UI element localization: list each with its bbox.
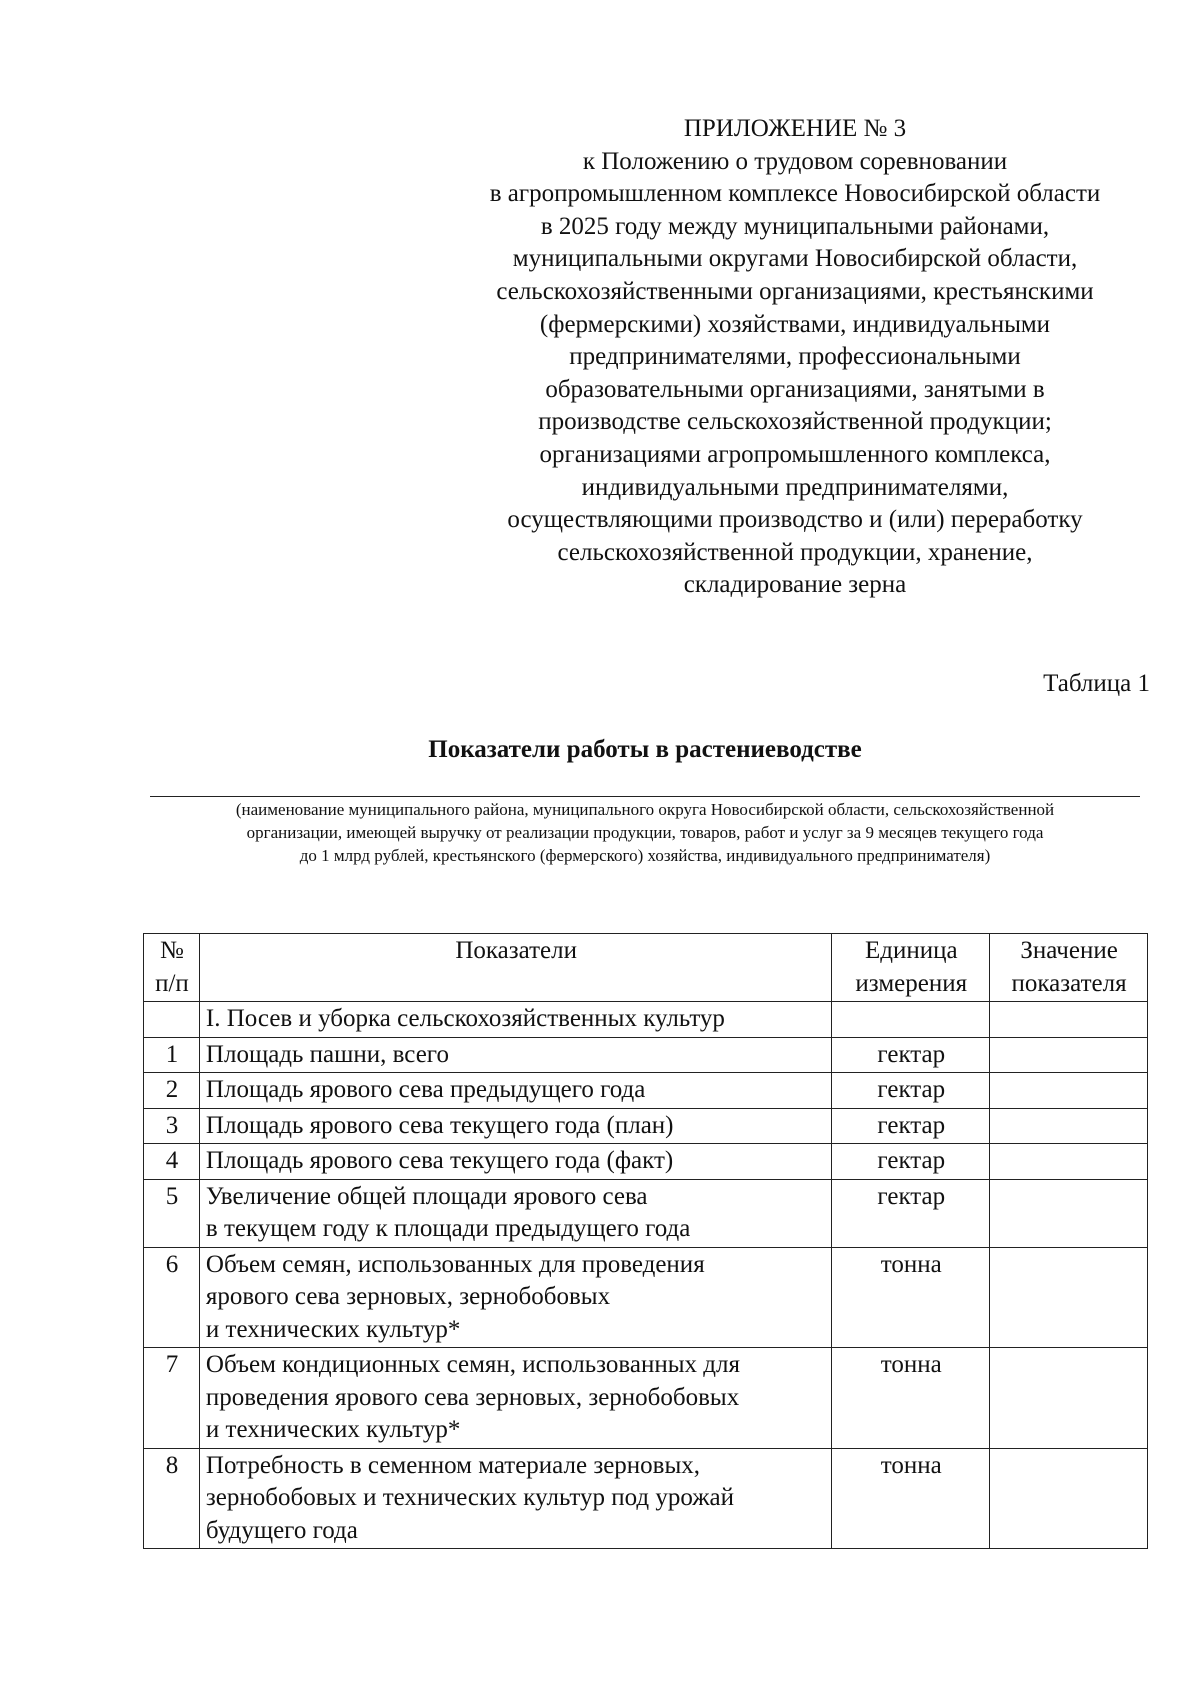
annex-line: организациями агропромышленного комплекса, [539,440,1051,468]
row-indicator: Площадь ярового сева предыдущего года [199,1073,831,1109]
row-value [990,1179,1148,1247]
row-number: 4 [144,1144,200,1180]
header-unit: Единица измерения [832,934,990,1002]
table-row [144,1348,1148,1449]
annex-line: складирование зерна [683,571,907,599]
row-value [990,1108,1148,1144]
annex-line: сельскохозяйственной продукции, хранение, [557,538,1033,566]
annex-line: в 2025 году между муниципальными районами, [540,212,1050,240]
annex-line: индивидуальными предпринимателями, [581,473,1009,501]
annex-line: предпринимателями, профессиональными [569,343,1021,371]
annex-line: муниципальными округами Новосибирской области, [512,245,1078,273]
row-value [990,1348,1148,1449]
fill-in-caption [150,798,1140,867]
caption-line: организации, имеющей выручку от реализации продукции, товаров, работ и услуг за 9 месяцев текущего года [246,823,1044,842]
annex-line: ПРИЛОЖЕНИЕ № 3 [683,115,907,142]
row-indicator: Объем семян, использованных для проведения ярового сева зерновых, зернобобовых и технических культур* [199,1247,831,1348]
caption-line: (наименование муниципального района, муниципального округа Новосибирской области, сельскохозяйственной [235,800,1055,819]
row-indicator: Площадь пашни, всего [199,1037,831,1073]
annex-line: сельскохозяйственными организациями, крестьянскими [496,277,1094,305]
row-unit: гектар [832,1073,990,1109]
table-row [144,1037,1148,1073]
annex-line: образовательными организациями, занятыми в [545,375,1045,403]
annex-line: осуществляющими производство и (или) переработку [507,506,1083,534]
annex-line: производстве сельскохозяйственной продукции; [538,408,1052,436]
document-title: Показатели работы в растениеводстве [428,736,862,763]
header-value: Значение показателя [990,934,1148,1002]
row-value [990,1448,1148,1549]
row-unit: гектар [832,1179,990,1247]
caption-line: до 1 млрд рублей, крестьянского (фермерского) хозяйства, индивидуального предпринимателя) [299,846,991,865]
header-indicators: Показатели [199,934,831,1002]
table-row [144,1179,1148,1247]
fill-in-line [150,796,1140,797]
annex-line: к Положению о трудовом соревновании [582,147,1008,175]
row-number: 8 [144,1448,200,1549]
table-row [144,1144,1148,1180]
row-number: 3 [144,1108,200,1144]
row-unit: гектар [832,1144,990,1180]
row-number: 5 [144,1179,200,1247]
row-indicator: Увеличение общей площади ярового сева в текущем году к площади предыдущего года [199,1179,831,1247]
row-indicator: Потребность в семенном материале зерновых, зернобобовых и технических культур под урожай будущего года [199,1448,831,1549]
row-number: 2 [144,1073,200,1109]
row-indicator: Площадь ярового сева текущего года (факт) [199,1144,831,1180]
table-row [144,1448,1148,1549]
row-unit: гектар [832,1108,990,1144]
row-unit: тонна [832,1348,990,1449]
table-label: Таблица 1 [1043,670,1150,697]
row-unit: тонна [832,1247,990,1348]
table-row [144,1108,1148,1144]
row-number: 6 [144,1247,200,1348]
section-row [144,1002,1148,1038]
row-value [990,1037,1148,1073]
table-row [144,1073,1148,1109]
indicators-table [143,933,1148,1549]
row-value [990,1073,1148,1109]
row-number: 7 [144,1348,200,1449]
row-value [990,1247,1148,1348]
row-unit: тонна [832,1448,990,1549]
table-header-row [144,934,1148,1002]
row-indicator: Объем кондиционных семян, использованных для проведения ярового сева зерновых, зернобобовых и технических культур* [199,1348,831,1449]
annex-header [440,113,1150,602]
row-unit: гектар [832,1037,990,1073]
annex-line: в агропромышленном комплексе Новосибирской области [489,180,1101,208]
annex-line: (фермерскими) хозяйствами, индивидуальными [539,310,1051,338]
header-number: № п/п [144,934,200,1002]
row-value [990,1144,1148,1180]
row-indicator: Площадь ярового сева текущего года (план) [199,1108,831,1144]
table-row [144,1247,1148,1348]
row-number: 1 [144,1037,200,1073]
section-title: I. Посев и уборка сельскохозяйственных культур [199,1002,831,1038]
